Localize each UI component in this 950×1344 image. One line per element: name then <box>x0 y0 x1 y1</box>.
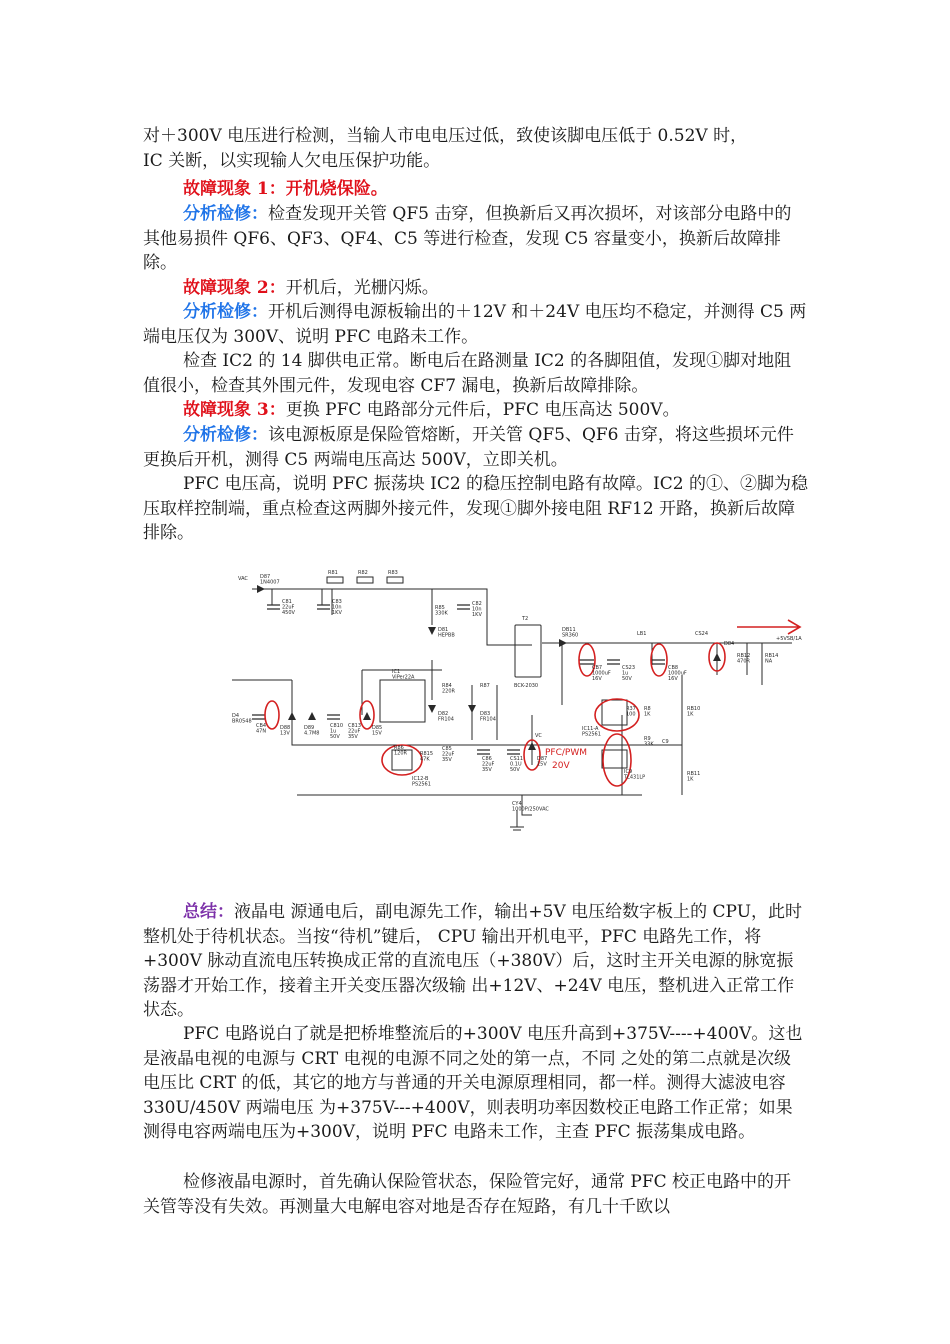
label: R82 <box>358 570 368 576</box>
fault-text: 开机后，光栅闪烁。 <box>285 278 439 298</box>
label: C9 <box>662 739 669 745</box>
analysis-label: 分析检修： <box>183 302 268 322</box>
label: D4 BR0548 <box>232 713 252 725</box>
paragraph-undervoltage <box>143 124 808 173</box>
label: CB7 1000uF 16V <box>592 665 611 682</box>
label: D85 15V <box>372 725 383 737</box>
label: CB8 1000uF 16V <box>668 665 687 682</box>
label: RB14 NA <box>765 653 779 665</box>
output-arrow <box>737 620 800 634</box>
diode-d84 <box>713 653 721 661</box>
capacitor-c83 <box>317 605 330 609</box>
analysis-text: 开机后测得电源板输出的＋12V 和＋24V 电压均不稳定，并测得 C5 两端电压仅为 300V、说明 PFC 电路未工作。 <box>143 302 807 347</box>
capacitor-c86 <box>477 750 490 754</box>
label: R81 <box>328 570 338 576</box>
label: R37 100 <box>626 706 636 718</box>
text: PFC 电路说白了就是把桥堆整流后的+300V 电压升高到+375V----+400V。这也是液晶电视的电源与 CRT 电视的电源不同之处的第一点，不同 之处的第二点就是次级电压比 CRT 的低，其它的地方与普通的开关电源原理相同，都一样。测得大滤波电容 330U/450V 两端电压 为+375V---+400V，则表明功率因数校正电路工作正常；如果测得电容两端电压为+300V，说明 PFC 电路未工作，主查 PFC 振荡集成电路。 <box>143 1024 803 1143</box>
label: R83 <box>388 570 398 576</box>
label: CB4 47N <box>256 723 267 735</box>
capacitor-cb4 <box>252 715 265 719</box>
capacitor-c810 <box>327 715 340 719</box>
label: IC12-B PS2561 <box>412 776 431 788</box>
analysis-1 <box>143 202 808 276</box>
regulator-ic9 <box>602 750 627 768</box>
capacitor-cb7 <box>579 660 594 664</box>
capacitor-c81 <box>267 605 280 609</box>
label: D89 4.7M8 <box>304 725 320 737</box>
resistor-r82 <box>357 577 373 583</box>
label: R84 220R <box>442 683 456 695</box>
capacitor-c82 <box>457 605 470 609</box>
transformer-t2 <box>515 625 541 677</box>
annotation-label: PFC/PWM <box>545 748 588 758</box>
label: R85 330K <box>435 605 448 617</box>
summary <box>143 900 808 1023</box>
label: D88 13V <box>280 725 291 737</box>
label: C85 22uF 35V <box>442 746 455 763</box>
fault-3 <box>143 398 808 423</box>
label: D87 15V <box>537 756 548 768</box>
circuit-schematic <box>232 565 818 845</box>
label: LB1 <box>637 631 647 637</box>
capacitor-cb8 <box>652 660 665 664</box>
optocoupler-ic11 <box>602 700 627 725</box>
analysis-label: 分析检修： <box>183 425 268 445</box>
text-line: IC 关断，以实现输人欠电压保护功能。 <box>143 150 441 171</box>
paragraph-repair-steps <box>143 1170 808 1219</box>
diode-d82 <box>428 705 436 713</box>
analysis-label: 分析检修： <box>183 204 268 224</box>
diode-d89 <box>308 712 316 720</box>
analysis-text: 检查发现开关管 QF5 击穿，但换新后又再次损坏，对该部分电路中的其他易损件 QF6、QF3、QF4、C5 等进行检查，发现 C5 容量变小，换新后故障排除。 <box>143 204 792 274</box>
text: 检修液晶电源时，首先确认保险管状态，保险管完好，通常 PFC 校正电路中的开关管等没有失效。再测量大电解电容对地是否存在短路，有几十千欧以 <box>143 1172 792 1217</box>
label: IC11-A PS2561 <box>582 726 601 738</box>
label: D87 1N4007 <box>260 574 280 586</box>
text: 检查 IC2 的 14 脚供电正常。断电后在路测量 IC2 的各脚阻值，发现①脚对地阻值很小，检查其外围元件，发现电容 CF7 漏电，换新后故障排除。 <box>143 351 792 396</box>
paragraph-pfc-explained <box>143 1022 808 1145</box>
diode-d87 <box>257 585 265 593</box>
resistor-r81 <box>327 577 343 583</box>
fault-1 <box>143 177 808 202</box>
label: R8 1K <box>644 706 651 718</box>
resistor-r83 <box>387 577 403 583</box>
label: CY4 1000P/250VAC <box>512 801 549 813</box>
fault-label: 故障现象 3： <box>183 400 286 420</box>
label: D81 HEPBB <box>438 627 455 639</box>
label: C81 22uF 450V <box>282 599 295 616</box>
label: CS23 1u 50V <box>622 665 636 682</box>
fault-label: 故障现象 1：开机烧保险。 <box>183 179 388 199</box>
ic-viper22a <box>380 680 425 722</box>
label: D84 <box>724 641 735 647</box>
label: D82 FR104 <box>438 711 454 723</box>
summary-text: 液晶电 源通电后，副电源先工作，输出+5V 电压给数字板上的 CPU，此时整机处于待机状态。当按“待机”键后， CPU 输出开机电平，PFC 电路先工作，将+300V 脉动直流电压转换成正常的直流电压（+380V）后，这时主开关电源的脉宽振荡器才开始工作，接着主开关变压器次级输 出+12V、+24V 电压，整机进入正常工作状态。 <box>143 902 803 1021</box>
analysis-2 <box>143 300 808 349</box>
summary-label: 总结： <box>183 902 234 922</box>
label: R86 120R <box>394 745 408 757</box>
label: CS24 <box>695 631 709 637</box>
diode-d83 <box>468 705 476 713</box>
label: VAC <box>238 576 248 582</box>
label: C82 10n 1KV <box>472 601 482 618</box>
label: IC9 TL431LP <box>624 769 646 781</box>
label: C810 1u 50V <box>330 723 344 740</box>
label: C83 10n 1KV <box>332 599 342 616</box>
diode-d85 <box>363 712 371 720</box>
text: PFC 电压高，说明 PFC 振荡块 IC2 的稳压控制电路有故障。IC2 的①、②脚为稳压取样控制端，重点检查这两脚外接元件，发现①脚外接电阻 RF12 开路，换新后故障排除。 <box>143 474 808 544</box>
analysis-3 <box>143 423 808 472</box>
label: BCK-2030 <box>514 683 539 689</box>
paragraph-ic2-check <box>143 349 808 398</box>
label: R87 <box>480 683 490 689</box>
label: C86 22uF 35V <box>482 756 495 773</box>
fault-text: 更换 PFC 电路部分元件后，PFC 电压高达 500V。 <box>285 400 680 420</box>
label: RB10 1K <box>687 706 701 718</box>
diode-d87b <box>528 742 536 750</box>
diode-db11 <box>559 639 567 647</box>
label: RB12 470R <box>737 653 751 665</box>
capacitor-cs11 <box>507 750 520 754</box>
analysis-text: 该电源板原是保险管熔断，开关管 QF5、QF6 击穿，将这些损坏元件更换后开机，测得 C5 两端电压高达 500V，立即关机。 <box>143 425 794 470</box>
label: DB11 SR360 <box>562 627 579 639</box>
label: RB11 1K <box>687 771 701 783</box>
diode-d81 <box>428 627 436 635</box>
capacitor-cs23 <box>607 660 620 664</box>
fault-label: 故障现象 2： <box>183 278 286 298</box>
annotation-circle <box>265 701 279 729</box>
annotation-label: 20V <box>552 761 570 771</box>
fault-2 <box>143 276 808 301</box>
label: +5VSB/1A <box>776 636 802 642</box>
label: IC1 ViPer22A <box>392 669 415 681</box>
text-line: 对＋300V 电压进行检测，当输人市电电压过低，致使该脚电压低于 0.52V 时， <box>143 126 748 146</box>
paragraph-pfc-fault <box>143 472 808 546</box>
label: VC <box>535 733 542 739</box>
label: D83 FR104 <box>480 711 496 723</box>
label: T2 <box>522 616 529 622</box>
label: C813 22uF 35V <box>348 723 362 740</box>
label: CS11 0.1U 50V <box>510 756 524 773</box>
label: R9 33K <box>644 736 654 748</box>
diode-d88 <box>288 712 296 720</box>
label: R815 47K <box>420 751 434 763</box>
